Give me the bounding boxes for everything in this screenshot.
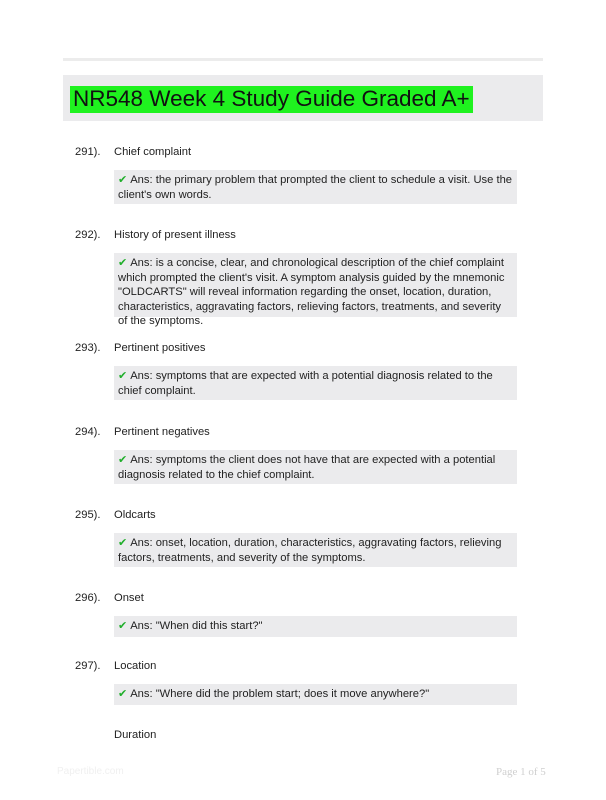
question-text: Oldcarts	[114, 509, 156, 521]
answer-box	[114, 533, 517, 567]
answer-text: Ans: is a concise, clear, and chronological description of the chief complaint which prompted the client's visit. A symptom analysis guided by the mnemonic "OLDCARTS" will reveal information regarding the onset, location, duration, characteristics, aggravating factors, relieving factors, treatments, and severity of the symptoms.	[118, 257, 505, 327]
question-text: Chief complaint	[114, 146, 192, 158]
question-text: Pertinent negatives	[114, 426, 210, 438]
qa-item	[75, 507, 545, 564]
qa-item	[75, 227, 545, 327]
question-number: 295).	[75, 509, 101, 521]
answer-text: Ans: the primary problem that prompted the client to schedule a visit. Use the client's own words.	[118, 174, 513, 201]
question-number: 296).	[75, 592, 101, 604]
qa-item	[75, 424, 545, 481]
top-divider	[63, 58, 543, 61]
qa-item	[75, 144, 545, 201]
question-text: Pertinent positives	[114, 342, 206, 354]
answer-text: Ans: "Where did the problem start; does it move anywhere?"	[130, 688, 430, 700]
answer-text: Ans: symptoms the client does not have that are expected with a potential diagnosis related to the chief complaint.	[118, 454, 496, 481]
answer-box	[114, 253, 517, 327]
qa-item	[75, 590, 545, 632]
question-number: 297).	[75, 660, 101, 672]
answer-text: Ans: symptoms that are expected with a potential diagnosis related to the chief complaint.	[118, 370, 493, 397]
question-number: 294).	[75, 426, 101, 438]
checkmark-icon: ✔	[118, 454, 128, 466]
answer-box	[114, 616, 517, 637]
answer-text: Ans: onset, location, duration, characteristics, aggravating factors, relieving factors, treatments, and severity of the symptoms.	[118, 537, 502, 564]
qa-item	[75, 727, 545, 745]
question-number: 293).	[75, 342, 101, 354]
qa-item	[75, 340, 545, 397]
question-number: 292).	[75, 229, 101, 241]
title-band	[63, 75, 543, 121]
question-number: 291).	[75, 146, 101, 158]
answer-box	[114, 366, 517, 400]
question-text: History of present illness	[114, 229, 236, 241]
checkmark-icon: ✔	[118, 537, 128, 549]
checkmark-icon: ✔	[118, 688, 128, 700]
answer-box	[114, 684, 517, 705]
checkmark-icon: ✔	[118, 174, 128, 186]
qa-item	[75, 658, 545, 700]
answer-box	[114, 450, 517, 484]
checkmark-icon: ✔	[118, 257, 128, 269]
answer-box	[114, 170, 517, 204]
watermark-text: Papertible.com	[57, 766, 124, 777]
question-text: Onset	[114, 592, 144, 604]
checkmark-icon: ✔	[118, 620, 128, 632]
question-text: Location	[114, 660, 157, 672]
question-text: Duration	[114, 729, 157, 741]
page-title: NR548 Week 4 Study Guide Graded A+	[70, 86, 473, 113]
answer-text: Ans: "When did this start?"	[130, 620, 263, 632]
page-number: Page 1 of 5	[496, 766, 546, 778]
checkmark-icon: ✔	[118, 370, 128, 382]
